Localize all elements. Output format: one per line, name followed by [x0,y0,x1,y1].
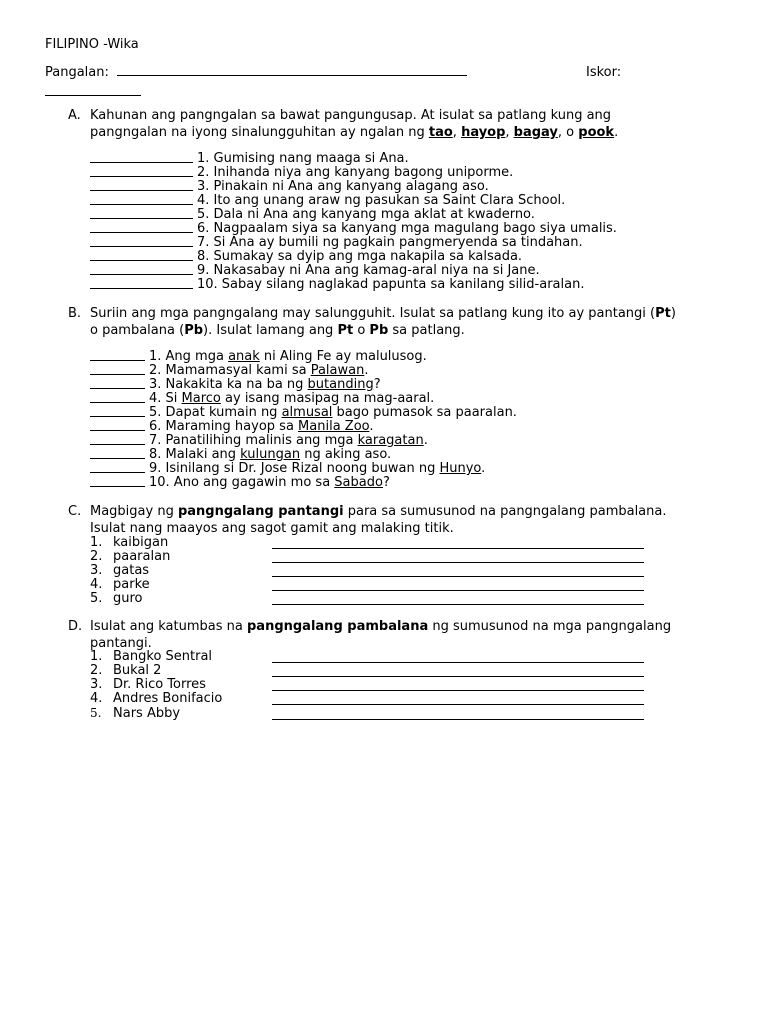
question-text: 3. Pinakain ni Ana ang kanyang alagang aso. [197,179,489,194]
question-text: 1. Ang mga [149,349,229,364]
list-item [90,208,535,222]
score-label: Iskor: [586,65,622,80]
list-number: 5. [90,706,102,720]
list-item [90,434,428,448]
answer-line[interactable] [272,576,644,577]
answer-line[interactable] [272,704,644,705]
list-item: guro [113,591,143,606]
list-item [90,406,517,420]
answer-blank[interactable] [90,472,145,473]
name-row [45,65,467,80]
list-item [90,448,391,462]
question-text: 6. Nagpaalam siya sa kanyang mga magulang bago siya umalis. [197,221,617,236]
question-text: 1. Gumising nang maaga si Ana. [197,151,409,166]
answer-blank[interactable] [90,388,145,389]
section-b-line2-text: o pambalana ( [90,323,185,338]
list-item [90,350,427,364]
worksheet-title: FILIPINO -Wika [45,37,139,52]
section-d-line1 [90,619,671,634]
section-b-line1-text: Suriin ang mga pangngalang may salungguhit. Isulat sa patlang kung ito ay pantangi ( [90,306,656,321]
section-c-line1 [90,504,667,519]
question-text: 4. Si [149,391,182,406]
section-b-letter: B. [68,306,82,321]
underlined-noun: Sabado [334,475,383,490]
question-text: 10. Ano ang gagawin mo sa [149,475,335,490]
list-number: 1. [90,535,103,550]
question-text: . [423,433,428,448]
period: . [614,125,619,140]
underlined-noun: anak [228,349,260,364]
question-text: ay isang masipag na mag-aaral. [220,391,435,406]
section-a-line2 [90,125,618,140]
section-d-line2: pantangi. [90,636,152,651]
answer-line[interactable] [272,548,644,549]
list-item [90,236,583,250]
list-item: Andres Bonifacio [113,691,223,706]
question-text: ? [373,377,381,392]
section-b-line1 [90,306,676,321]
list-number: 2. [90,549,103,564]
answer-blank[interactable] [90,444,145,445]
section-c-letter: C. [68,504,82,519]
question-text: bago pumasok sa paaralan. [332,405,517,420]
question-text: 5. Dala ni Ana ang kanyang mga aklat at kwaderno. [197,207,535,222]
section-c-instructions [90,504,667,536]
answer-blank[interactable] [90,430,145,431]
keyword-pb: Pb [369,323,389,338]
list-item [90,378,381,392]
question-text: 7. Panatilihing malinis ang mga [149,433,358,448]
answer-blank[interactable] [90,204,193,205]
list-number: 4. [90,577,103,592]
list-number: 4. [90,691,103,706]
list-item [90,194,565,208]
question-text: 10. Sabay silang naglakad papunta sa kanilang silid-aralan. [197,277,585,292]
section-d-line1-text: Isulat ang katumbas na [90,619,247,634]
answer-line[interactable] [272,719,644,720]
answer-line[interactable] [272,676,644,677]
list-item: Bangko Sentral [113,649,213,664]
list-number: 1. [90,649,103,664]
list-item [90,420,374,434]
keyword-hayop: hayop [461,125,506,140]
underlined-noun: kulungan [240,447,301,462]
name-field[interactable] [117,74,467,76]
answer-line[interactable] [272,690,644,691]
list-item [90,222,617,236]
answer-line[interactable] [272,604,644,605]
answer-blank[interactable] [90,402,145,403]
list-item: Dr. Rico Torres [113,677,206,692]
answer-blank[interactable] [90,416,145,417]
question-text: ni Aling Fe ay malulusog. [259,349,427,364]
section-a-line1: Kahunan ang pangngalan sa bawat pangungusap. At isulat sa patlang kung ang [90,108,612,123]
question-text: ? [382,475,390,490]
question-text: . [481,461,486,476]
keyword-pangngalang-pantangi: pangngalang pantangi [177,504,344,519]
list-number: 5. [90,591,103,606]
list-item: kaibigan [113,535,169,550]
section-c-line2: Isulat nang maayos ang sagot gamit ang malaking titik. [90,521,454,536]
answer-line[interactable] [272,662,644,663]
list-item: Nars Abby [113,706,181,721]
answer-blank[interactable] [90,232,193,233]
answer-blank[interactable] [90,274,193,275]
question-text: 4. Ito ang unang araw ng pasukan sa Saint Clara School. [197,193,566,208]
answer-line[interactable] [272,562,644,563]
section-d-instructions [90,619,671,651]
list-item: parke [113,577,150,592]
answer-blank[interactable] [90,162,193,163]
score-field[interactable] [45,95,141,96]
underlined-noun: Hunyo [439,461,482,476]
section-b-line2-text: ). Isulat lamang ang [203,323,338,338]
separator: , [505,125,514,140]
question-text: 9. Nakasabay ni Ana ang kamag-aral niya na si Jane. [197,263,540,278]
separator: , [452,125,462,140]
list-item [90,166,513,180]
list-item: Bukal 2 [113,663,162,678]
question-text: ng aking aso. [300,447,392,462]
question-text: 3. Nakakita ka na ba ng [149,377,308,392]
section-b-line2 [90,323,676,338]
list-item [90,364,368,378]
underlined-noun: Marco [181,391,221,406]
answer-line[interactable] [272,590,644,591]
list-item [90,152,409,166]
question-text: 8. Malaki ang [149,447,241,462]
answer-blank[interactable] [90,190,193,191]
section-b-instructions [90,306,676,338]
question-text: 2. Mamamasyal kami sa [149,363,311,378]
answer-blank[interactable] [90,260,193,261]
answer-blank[interactable] [90,360,145,361]
answer-blank[interactable] [90,176,193,177]
keyword-pt: Pt [655,306,671,321]
list-item [90,476,390,490]
answer-blank[interactable] [90,486,145,487]
question-text: . [369,419,374,434]
underlined-noun: almusal [281,405,333,420]
list-item [90,278,584,292]
list-number: 3. [90,563,103,578]
paren-close: ) [670,306,676,321]
keyword-tao: tao [428,125,453,140]
question-text: 7. Si Ana ay bumili ng pagkain pangmeryenda sa tindahan. [197,235,583,250]
list-number: 2. [90,663,103,678]
keyword-pook: pook [578,125,615,140]
keyword-bagay: bagay [513,125,558,140]
name-label: Pangalan: [45,65,109,80]
question-text: 2. Inihanda niya ang kanyang bagong uniporme. [197,165,514,180]
separator: , o [557,125,579,140]
question-text: 6. Maraming hayop sa [149,419,299,434]
section-c-line1-text: para sa sumusunod na pangngalang pambalana. [343,504,667,519]
list-item [90,392,434,406]
answer-blank[interactable] [90,458,145,459]
question-text: 9. Isinilang si Dr. Jose Rizal noong buwan ng [149,461,440,476]
answer-blank[interactable] [90,218,193,219]
section-a-letter: A. [68,108,81,123]
list-item [90,250,522,264]
section-a-line2-text: pangngalan na iyong sinalungguhitan ay ngalan ng [90,125,429,140]
underlined-noun: Manila Zoo [298,419,370,434]
list-item [90,264,540,278]
underlined-noun: Palawan [310,363,365,378]
section-d-line1-text: ng sumusunod na mga pangngalang [428,619,672,634]
answer-blank[interactable] [90,288,193,289]
section-a-instructions [90,108,618,140]
keyword-pb: Pb [184,323,204,338]
answer-blank[interactable] [90,246,193,247]
keyword-pangngalang-pambalana: pangngalang pambalana [246,619,429,634]
section-c-line1-text: Magbigay ng [90,504,178,519]
section-b-line2-text: sa patlang. [388,323,465,338]
answer-blank[interactable] [90,374,145,375]
list-item: gatas [113,563,150,578]
list-number: 3. [90,677,103,692]
section-d-letter: D. [68,619,83,634]
keyword-pt: Pt [337,323,354,338]
question-text: . [364,363,369,378]
question-text: 5. Dapat kumain ng [149,405,282,420]
list-item [90,462,485,476]
underlined-noun: karagatan [357,433,424,448]
question-text: 8. Sumakay sa dyip ang mga nakapila sa kalsada. [197,249,523,264]
section-b-line2-text: o [353,323,370,338]
underlined-noun: butanding [307,377,374,392]
list-item: paaralan [113,549,171,564]
list-item [90,180,489,194]
